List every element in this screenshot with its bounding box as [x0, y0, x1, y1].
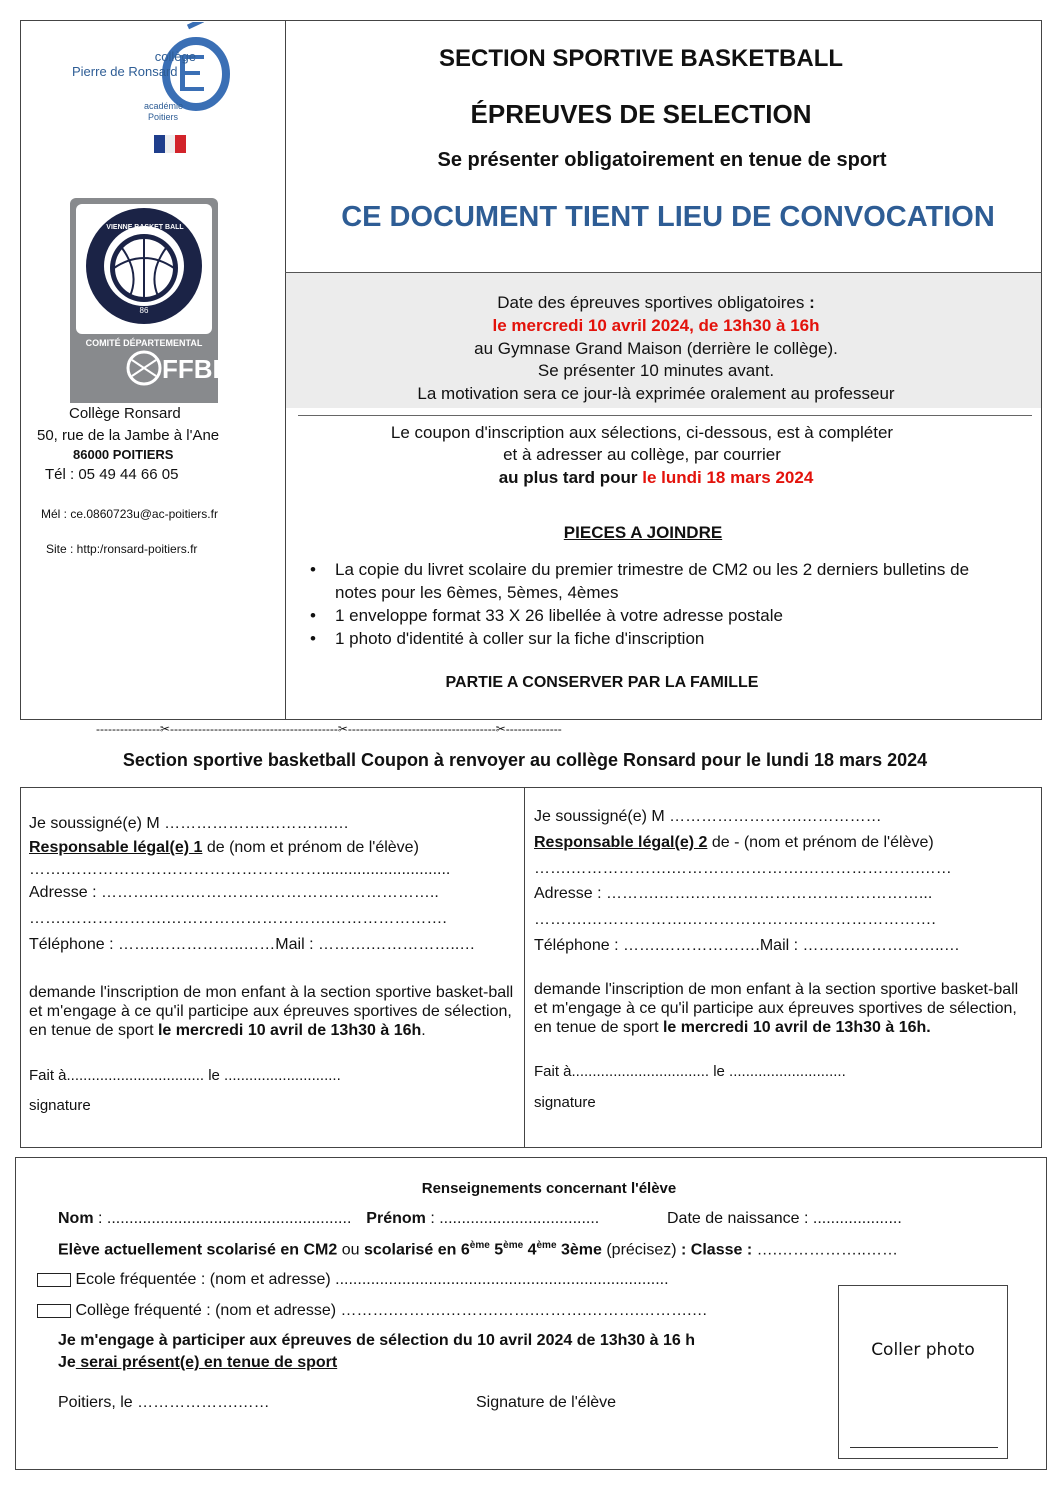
left-dots1: …….…………………………………………............................. — [29, 861, 451, 878]
keep-note: PARTIE A CONSERVER PAR LA FAMILLE — [445, 674, 759, 691]
place-text: au Gymnase Grand Maison (derrière le collège). — [474, 339, 838, 358]
engage-line2: Je serai présent(e) en tenue de sport — [58, 1354, 338, 1371]
left-fait: Fait à................................. le ............................ — [29, 1067, 341, 1084]
signature-eleve: Signature de l'élève — [476, 1394, 617, 1411]
right-fait: Fait à................................. le ............................ — [534, 1063, 846, 1080]
list-item: • La copie du livret scolaire du premier trimestre de CM2 ou les 2 derniers bulletins de notes pour les 6èmes, 5èmes, 4èmes — [310, 560, 970, 602]
college-mail[interactable]: Mél : ce.0860723u@ac-poitiers.fr — [41, 507, 218, 521]
coupon-line1: Le coupon d'inscription aux sélections, ci-dessous, est à compléter — [390, 423, 894, 442]
date-intro: Date des épreuves sportives obligatoires : — [497, 293, 815, 312]
coupon-line2: et à adresser au collège, par courrier — [503, 445, 781, 464]
left-signature: signature — [29, 1097, 91, 1114]
right-dots1: …….……………….…………………….………………….…… — [534, 860, 952, 877]
logo-college-text: collège — [154, 49, 196, 64]
photo-rule — [850, 1447, 998, 1448]
right-responsable: Responsable légal(e) 2 de - (nom et prénom de l'élève) — [534, 834, 934, 851]
nom-line: Nom : ....................................................... Prénom : .................................... — [58, 1210, 600, 1227]
right-signature: signature — [534, 1094, 596, 1111]
ffbb-comite: COMITÉ DÉPARTEMENTAL — [85, 338, 203, 348]
ffbb-number: 86 — [139, 306, 149, 315]
left-telephone: Téléphone : …….……………..……Mail : ……….……………..… — [29, 936, 476, 953]
info-rule — [298, 415, 1032, 416]
pieces-list — [310, 558, 990, 650]
left-dots2: …….……………….………………………….…………………. — [29, 910, 447, 927]
photo-box[interactable] — [838, 1285, 1008, 1459]
scolarite-line: Elève actuellement scolarisé en CM2 ou scolarisé en 6ème 5ème 4ème 3ème (précisez) : Classe : ….……………..…… — [58, 1240, 898, 1259]
college-city: 86000 POITIERS — [73, 447, 174, 462]
college-logo — [68, 22, 238, 157]
right-telephone: Téléphone : …….……………….Mail : ……….……………..… — [534, 937, 960, 954]
college-line: Collège fréquenté : (nom et adresse) ……….……….……….…….……….……….……….… — [37, 1302, 708, 1320]
title-epreuves: ÉPREUVES DE SELECTION — [470, 99, 812, 129]
title-section: SECTION SPORTIVE BASKETBALL — [438, 45, 844, 72]
college-street: 50, rue de la Jambe à l'Ane — [37, 427, 220, 444]
coupon-divider — [524, 787, 525, 1148]
motivation-text: La motivation sera ce jour-là exprimée oralement au professeur — [417, 384, 895, 403]
convocation-heading: CE DOCUMENT TIENT LIEU DE CONVOCATION — [341, 201, 995, 233]
college-site[interactable]: Site : http:/ronsard-poitiers.fr — [46, 542, 198, 556]
eleve-title: Renseignements concernant l'élève — [421, 1180, 677, 1197]
right-dots2: ……….……………….………………….……………………. — [534, 911, 936, 928]
engage-line1: Je m'engage à participer aux épreuves de sélection du 10 avril 2024 de 13h30 à 16 h — [58, 1332, 696, 1349]
left-responsable: Responsable légal(e) 1 de (nom et prénom de l'élève) — [29, 839, 419, 856]
list-item: • 1 enveloppe format 33 X 26 libellée à votre adresse postale — [310, 606, 783, 625]
horizontal-divider — [285, 272, 1042, 273]
cut-line: ----------------✂------------------------------------------✂-------------------------------------✂-------------- — [96, 722, 562, 736]
subtitle-tenue: Se présenter obligatoirement en tenue de sport — [437, 149, 887, 171]
left-soussigne: Je soussigné(e) M ……………….………….… — [29, 815, 350, 832]
ffbb-logo — [70, 198, 232, 403]
photo-label: Coller photo — [871, 1340, 975, 1360]
deadline-text: au plus tard pour le lundi 18 mars 2024 — [498, 468, 814, 487]
college-tel: Tél : 05 49 44 66 05 — [45, 466, 179, 483]
right-adresse: Adresse : ……….…….……………………………………... — [534, 885, 933, 902]
left-demande: demande l'inscription de mon enfant à la section sportive basket-ball et m'engage à ce qu'il participe aux épreuves sportives de sélection, en tenue de sport le mercredi 10 avril de 13h30 à 16h. — [29, 984, 514, 1039]
right-soussigne: Je soussigné(e) M …………………….…………… — [534, 808, 882, 825]
ecole-line: Ecole fréquentée : (nom et adresse) ........................................................................... — [37, 1271, 669, 1289]
ffbb-ring-text: VIENNE BASKET BALL — [106, 224, 184, 231]
ffbb-letters: FFBB — [162, 354, 232, 384]
right-demande: demande l'inscription de mon enfant à la section sportive basket-ball et m'engage à ce qu'il participe aux épreuves sportives de sélection, en tenue de sport le mercredi 10 avril de 13h30 à 16h. — [534, 981, 1019, 1036]
logo-college-name: Pierre de Ronsard — [72, 64, 178, 79]
college-checkbox[interactable] — [37, 1304, 71, 1318]
list-item: • 1 photo d'identité à coller sur la fiche d'inscription — [310, 629, 705, 648]
arrive-text: Se présenter 10 minutes avant. — [537, 361, 775, 380]
left-adresse: Adresse : ……….…….……………………………………….. — [29, 884, 439, 901]
date-value: le mercredi 10 avril 2024, de 13h30 à 16h — [492, 316, 820, 335]
pieces-title: PIECES A JOINDRE — [563, 523, 723, 542]
coupon-title: Section sportive basketball Coupon à renvoyer au collège Ronsard pour le lundi 18 mars 2024 — [122, 750, 928, 770]
naissance-field: Date de naissance : .................... — [667, 1210, 902, 1227]
poitiers-date: Poitiers, le ……………….…… — [58, 1394, 270, 1411]
college-name: Collège Ronsard — [69, 405, 181, 422]
logo-academie-city: Poitiers — [148, 112, 179, 122]
ecole-checkbox[interactable] — [37, 1273, 71, 1287]
logo-academie: académie — [144, 101, 184, 111]
